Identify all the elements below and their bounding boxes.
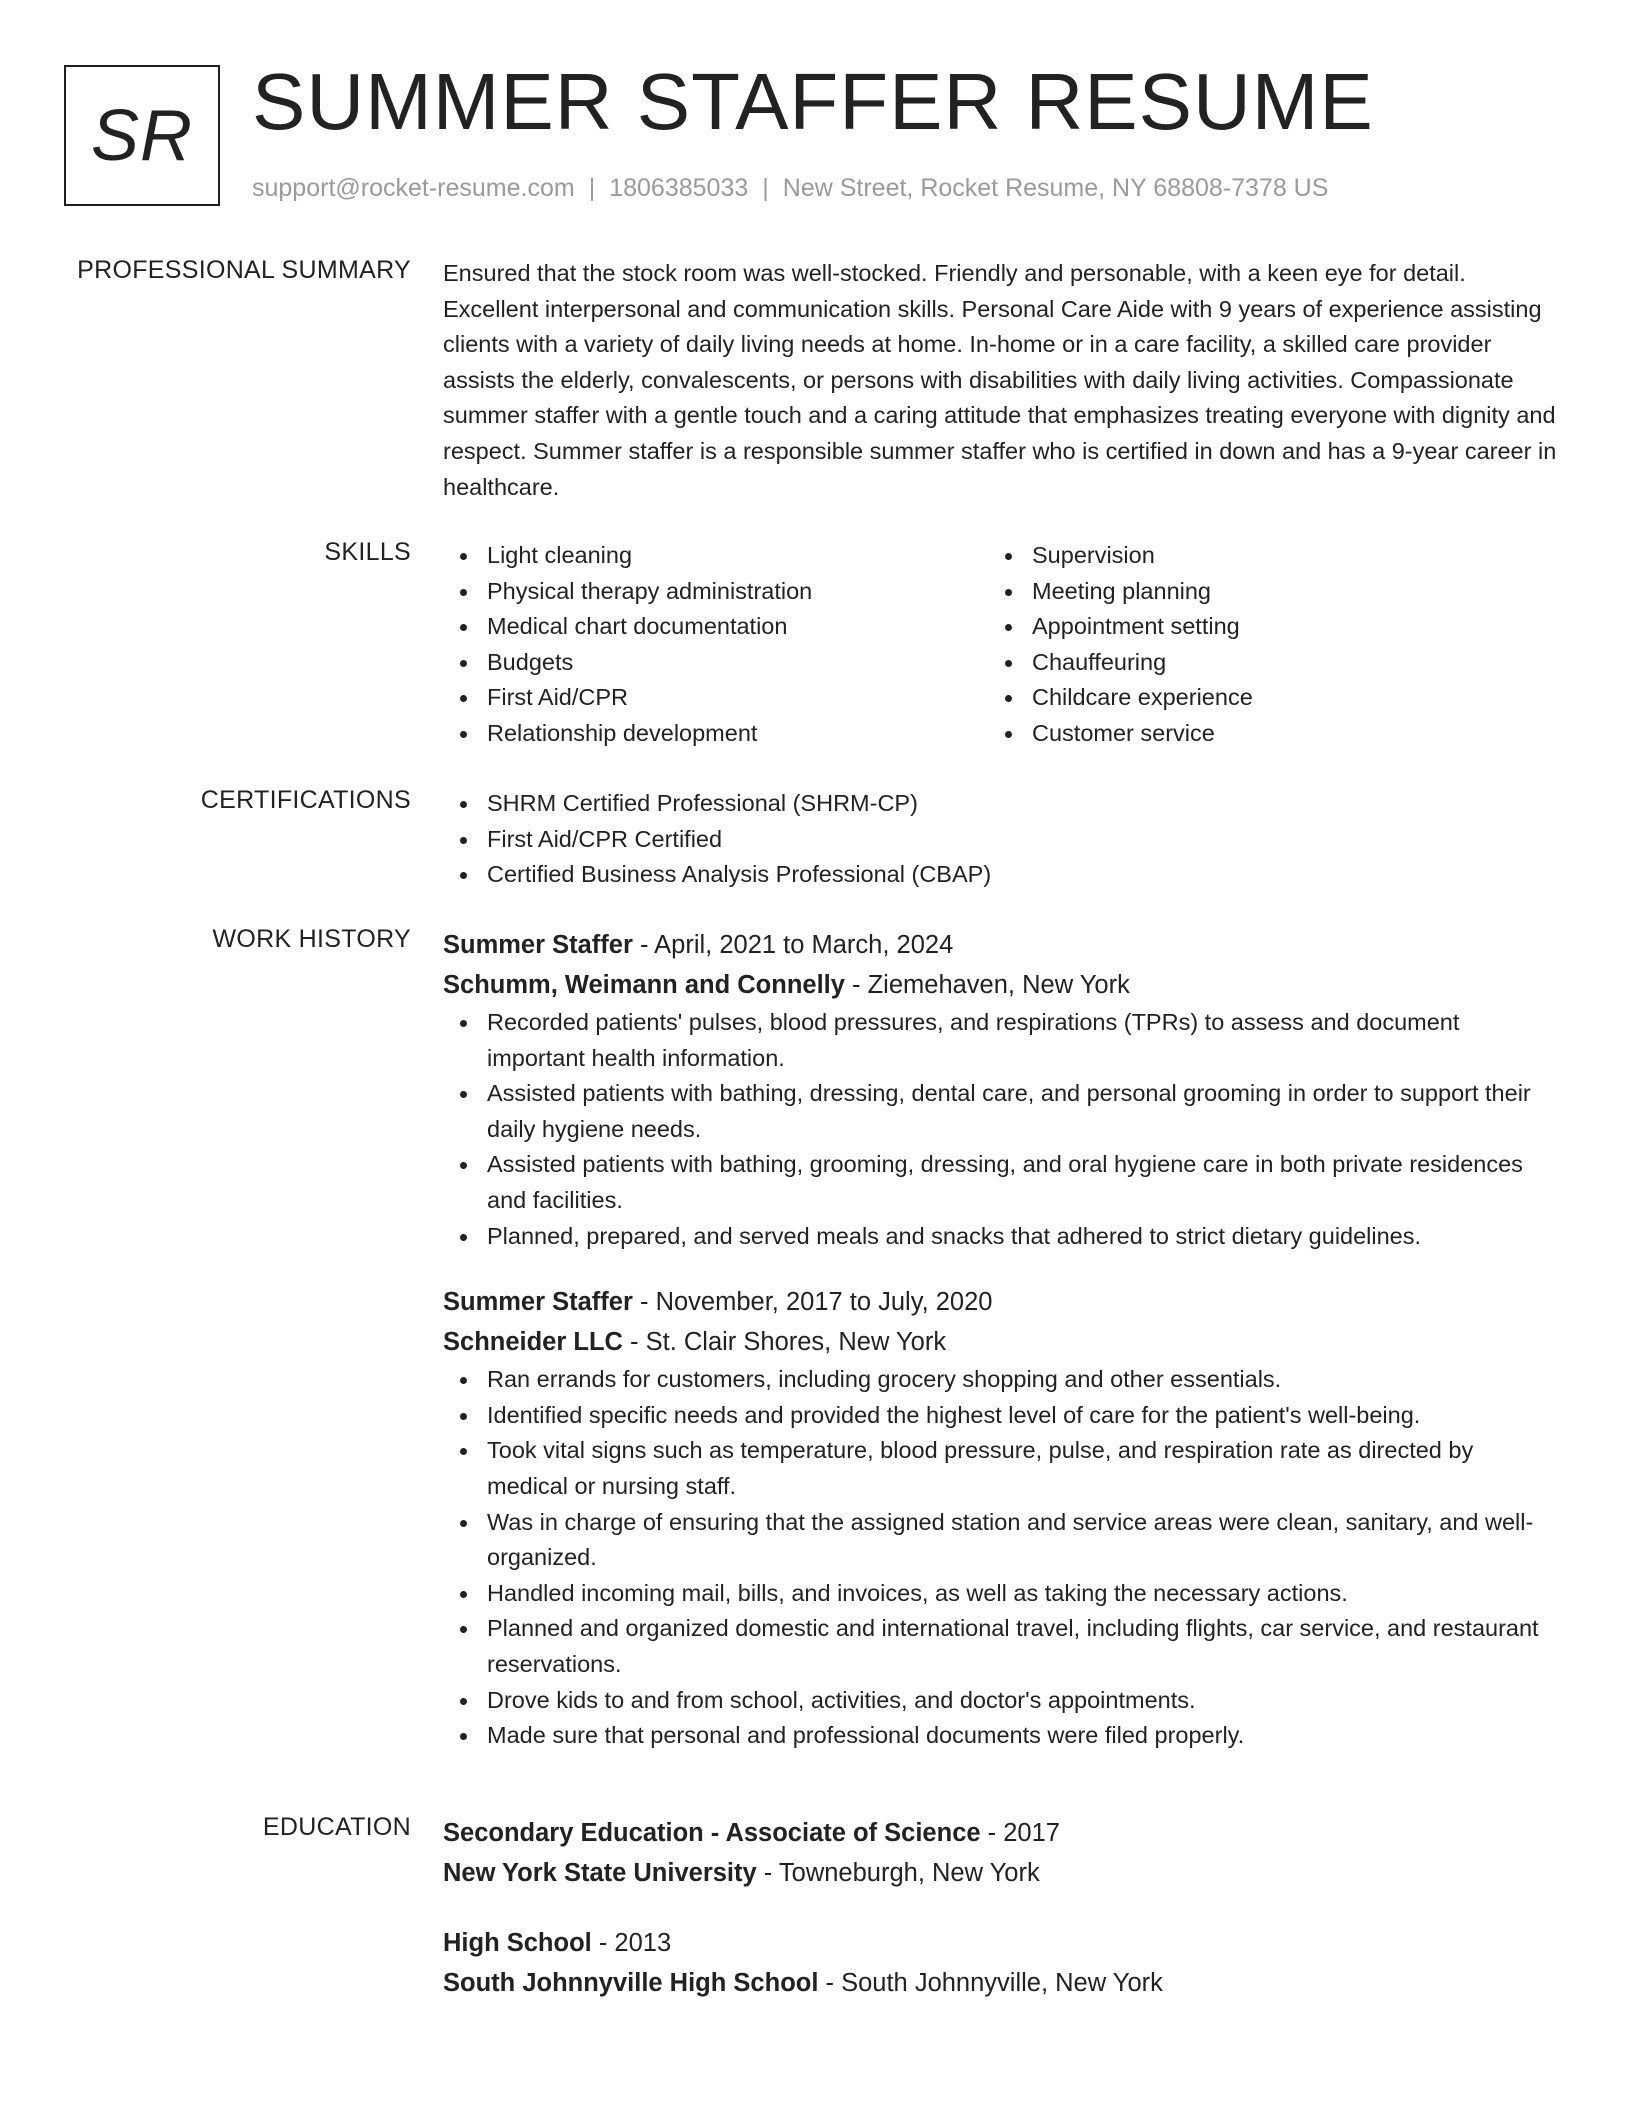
education-year: - 2013 [591, 1929, 672, 1957]
certifications-body [443, 786, 1558, 893]
job-bullet: Planned and organized domestic and international travel, including flights, car service, and restaurant reservations. [443, 1611, 1558, 1682]
job-bullet: Assisted patients with bathing, dressing, dental care, and personal grooming in order to support their daily hygiene needs. [443, 1076, 1558, 1147]
job-bullet: Assisted patients with bathing, grooming, dressing, and oral hygiene care in both private residences and facilities. [443, 1147, 1558, 1218]
education-school-line [443, 1963, 1558, 2003]
job-location: - St. Clair Shores, New York [622, 1328, 947, 1357]
skill-item: Supervision [988, 538, 1533, 574]
skill-item: Meeting planning [988, 574, 1533, 610]
certifications-list [443, 786, 1558, 893]
skill-item: Appointment setting [988, 609, 1533, 645]
job-entry [443, 925, 1558, 1254]
section-label-education: EDUCATION [262, 1813, 411, 1841]
education-entry [443, 1813, 1558, 1893]
skill-item: Relationship development [443, 716, 988, 752]
job-company: Schumm, Weimann and Connelly [443, 971, 845, 999]
education-school-line [443, 1853, 1558, 1893]
resume-title: SUMMER STAFFER RESUME [252, 57, 1374, 146]
job-bullet: Took vital signs such as temperature, blood pressure, pulse, and respiration rate as directed by medical or nursing staff. [443, 1433, 1558, 1504]
job-title-line [443, 925, 1558, 965]
certification-item: SHRM Certified Professional (SHRM-CP) [443, 786, 1558, 822]
job-bullet: Drove kids to and from school, activities, and doctor's appointments. [443, 1683, 1558, 1719]
monogram-box [64, 65, 220, 206]
education-entry [443, 1923, 1558, 2003]
skill-item: Light cleaning [443, 538, 988, 574]
contact-line [252, 174, 1328, 203]
job-bullet: Recorded patients' pulses, blood pressures, and respirations (TPRs) to assess and document important health information. [443, 1005, 1558, 1076]
education-school: South Johnnyville High School [443, 1969, 819, 1997]
education-school: New York State University [443, 1859, 757, 1887]
monogram-initials: SR [90, 95, 194, 176]
job-bullets [443, 1362, 1558, 1754]
section-label-work-history: WORK HISTORY [212, 925, 411, 953]
skill-item: Budgets [443, 645, 988, 681]
skill-item: Chauffeuring [988, 645, 1533, 681]
certification-item: Certified Business Analysis Professional (CBAP) [443, 857, 1558, 893]
job-bullet: Ran errands for customers, including grocery shopping and other essentials. [443, 1362, 1558, 1398]
certification-item: First Aid/CPR Certified [443, 822, 1558, 858]
job-location: - Ziemehaven, New York [844, 971, 1130, 999]
skill-item: Customer service [988, 716, 1533, 752]
section-label-summary: PROFESSIONAL SUMMARY [77, 256, 411, 284]
job-company-line [443, 965, 1558, 1005]
job-title: Summer Staffer [443, 931, 633, 959]
education-degree-line [443, 1813, 1558, 1853]
skill-item: Physical therapy administration [443, 574, 988, 610]
skills-grid [443, 538, 1558, 752]
job-bullet: Handled incoming mail, bills, and invoices, as well as taking the necessary actions. [443, 1576, 1558, 1612]
skills-list-left [443, 538, 988, 752]
job-bullet: Planned, prepared, and served meals and snacks that adhered to strict dietary guidelines. [443, 1219, 1558, 1255]
skill-item: Childcare experience [988, 680, 1533, 716]
contact-phone: 1806385033 [609, 174, 749, 202]
work-history-body [443, 925, 1558, 1754]
contact-email: support@rocket-resume.com [252, 174, 575, 202]
education-degree-line [443, 1923, 1558, 1963]
job-bullet: Identified specific needs and provided the highest level of care for the patient's well-being. [443, 1398, 1558, 1434]
job-company: Schneider LLC [443, 1328, 623, 1357]
job-title-line [443, 1282, 1558, 1322]
summary-text: Ensured that the stock room was well-stocked. Friendly and personable, with a keen eye for detail. Excellent interpersonal and communication skills. Personal Care Aide with 9 years of experience assisting clients with a variety of daily living needs at home. In-home or in a care facility, a skilled care provider assists the elderly, convalescents, or persons with disabilities with daily living activities. Compassionate summer staffer with a gentle touch and a caring attitude that emphasizes treating everyone with dignity and respect. Summer staffer is a responsible summer staffer who is certified in down and has a 9-year career in healthcare. [443, 260, 1557, 500]
job-dates: - April, 2021 to March, 2024 [632, 931, 954, 959]
education-degree: Secondary Education - Associate of Science [443, 1819, 981, 1847]
contact-separator: | [588, 174, 596, 202]
contact-separator: | [762, 174, 769, 202]
education-location: - Towneburgh, New York [756, 1859, 1040, 1887]
education-year: - 2017 [980, 1819, 1060, 1847]
section-label-certifications: CERTIFICATIONS [200, 786, 411, 814]
job-title: Summer Staffer [443, 1288, 633, 1317]
skill-item: First Aid/CPR [443, 680, 988, 716]
job-entry [443, 1282, 1558, 1754]
job-bullet: Made sure that personal and professional documents were filed properly. [443, 1718, 1558, 1754]
job-bullets [443, 1005, 1558, 1254]
skill-item: Medical chart documentation [443, 609, 988, 645]
job-bullet: Was in charge of ensuring that the assigned station and service areas were clean, sanitary, and well-organized. [443, 1505, 1558, 1576]
contact-address: New Street, Rocket Resume, NY 68808-7378 US [782, 174, 1329, 202]
education-body [443, 1813, 1558, 2003]
education-location: - South Johnnyville, New York [818, 1969, 1163, 1997]
education-degree: High School [443, 1929, 592, 1957]
job-company-line [443, 1322, 1558, 1362]
section-label-skills: SKILLS [324, 538, 411, 566]
skills-list-right [988, 538, 1533, 752]
job-dates: - November, 2017 to July, 2020 [632, 1288, 993, 1317]
